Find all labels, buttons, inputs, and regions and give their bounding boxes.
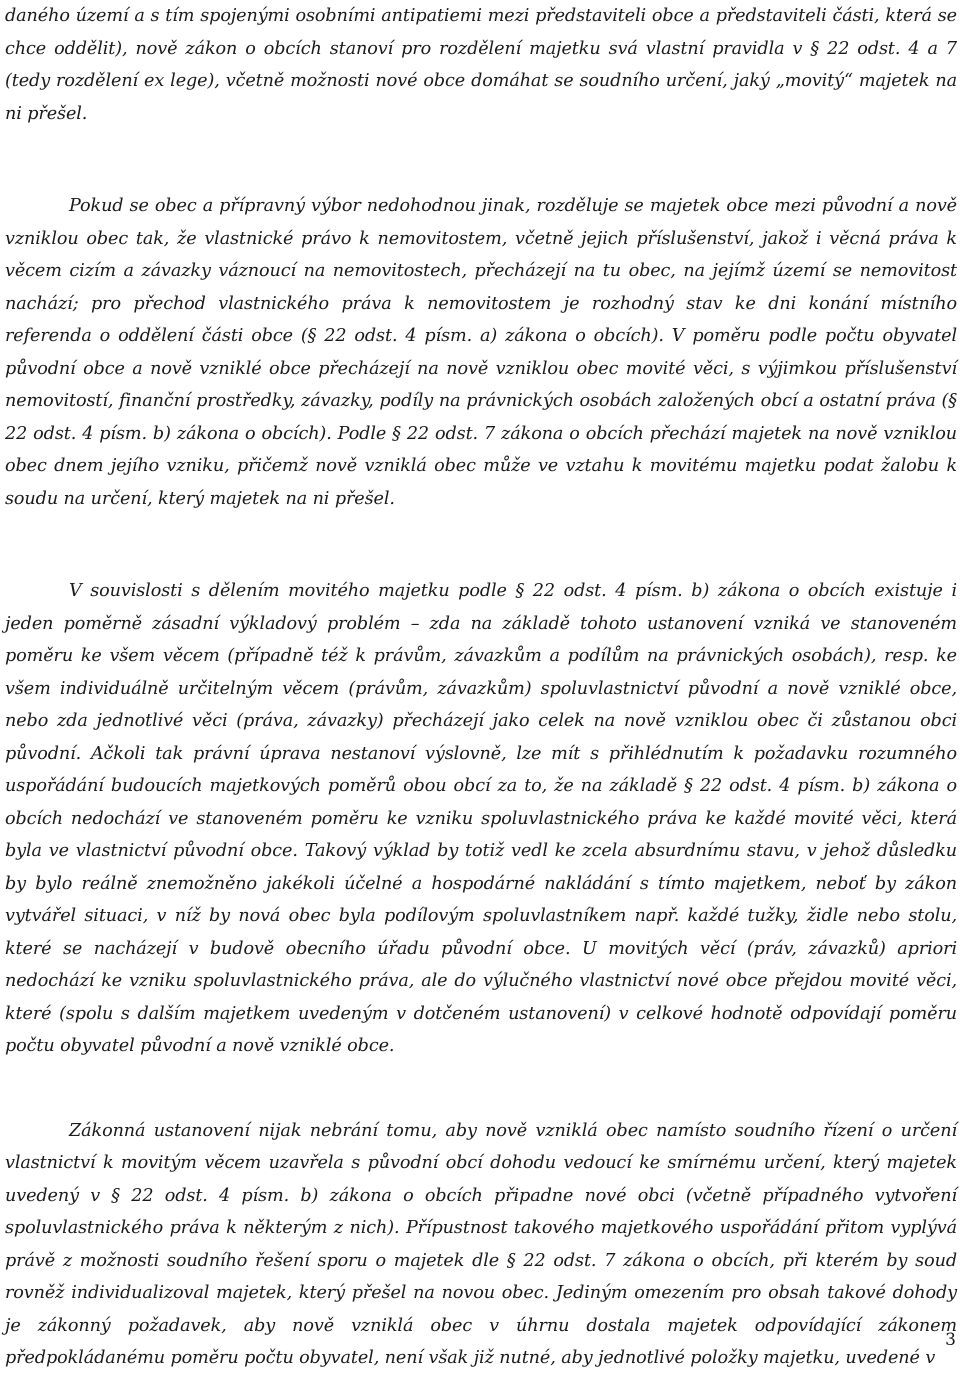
page-number: 3 bbox=[945, 1330, 956, 1350]
paragraph-interpretation-problem: V souvislosti s dělením movitého majetku podle § 22 odst. 4 písm. b) zákona o obcích existuje i jeden poměrně zásadní výkladový problém – zda na základě tohoto ustanovení vzniká ve stanoveném poměru ke všem věcem (případně též k právům, závazkům a podílům na právnických osobách), resp. ke všem individuálně určitelným věcem (právům, závazkům) spoluvlastnictví původní a nově vzniklé obce, nebo zda jednotlivé věci (práva, závazky) přecházejí jako celek na nově vzniklou obec či zůstanou obci původní. Ačkoli tak právní úprava nestanoví výslovně, lze mít s přihlédnutím k požadavku rozumného uspořádání budoucích majetkových poměrů obou obcí za to, že na základě § 22 odst. 4 písm. b) zákona o obcích nedochází ve stanoveném poměru ke vzniku spoluvlastnického práva ke každé movité věci, která byla ve vlastnictví původní obce. Takový výklad by totiž vedl ke zcela absurdnímu stavu, v jehož důsledku by bylo reálně znemožněno jakékoli účelné a hospodárné nakládání s tímto majetkem, neboť by zákon vytvářel situaci, v níž by nová obec byla podílovým spoluvlastníkem např. každé tužky, židle nebo stolu, které se nacházejí v budově obecního úřadu původní obce. U movitých věcí (práv, závazků) apriori nedochází ke vzniku spoluvlastnického práva, ale do výlučného vlastnictví nové obce přejdou movité věci, které (spolu s dalším majetkem uvedeným v dotčeném ustanovení) v celkové hodnotě odpovídají poměru počtu obyvatel původní a nově vzniklé obce. bbox=[5, 581, 957, 1056]
document-page bbox=[5, 0, 957, 1375]
paragraph-agreement: Zákonná ustanovení nijak nebrání tomu, aby nově vzniklá obec namísto soudního řízení o určení vlastnictví k movitým věcem uzavřela s původní obcí dohodu vedoucí ke smírnému určení, který majetek uvedený v § 22 odst. 4 písm. b) zákona o obcích připadne nové obci (včetně případného vytvoření spoluvlastnického práva k některým z nich). Přípustnost takového majetkového uspořádání přitom vyplývá právě z možnosti soudního řešení sporu o majetek dle § 22 odst. 7 zákona o obcích, při kterém by soud rovněž individualizoval majetek, který přešel na novou obec. Jediným omezením pro obsah takové dohody je zákonný požadavek, aby nově vzniklá obec v úhrnu dostala majetek odpovídající zákonem předpokládanému poměru počtu obyvatel, není však již nutné, aby jednotlivé položky majetku, uvedené v bbox=[5, 1120, 957, 1368]
paragraph-continuation: daného území a s tím spojenými osobními antipatiemi mezi představiteli obce a představiteli části, která se chce oddělit), nově zákon o obcích stanoví pro rozdělení majetku svá vlastní pravidla v § 22 odst. 4 a 7 (tedy rozdělení ex lege), včetně možnosti nové obce domáhat se soudního určení, jaký „movitý“ majetek na ni přešel. bbox=[5, 6, 957, 124]
paragraph-property-division: Pokud se obec a přípravný výbor nedohodnou jinak, rozděluje se majetek obce mezi původní a nově vzniklou obec tak, že vlastnické právo k nemovitostem, včetně jejich příslušenství, jakož i věcná práva k věcem cizím a závazky váznoucí na nemovitostech, přecházejí na tu obec, na jejímž území se nemovitost nachází; pro přechod vlastnického práva k nemovitostem je rozhodný stav ke dni konání místního referenda o oddělení části obce (§ 22 odst. 4 písm. a) zákona o obcích). V poměru podle počtu obyvatel původní obce a nově vzniklé obce přecházejí na nově vzniklou obec movité věci, s výjimkou příslušenství nemovitostí, finanční prostředky, závazky, podíly na právnických osobách založených obcí a ostatní práva (§ 22 odst. 4 písm. b) zákona o obcích). Podle § 22 odst. 7 zákona o obcích přechází majetek na nově vzniklou obec dnem jejího vzniku, přičemž nově vzniklá obec může ve vztahu k movitému majetku podat žalobu k soudu na určení, který majetek na ni přešel. bbox=[5, 196, 957, 509]
